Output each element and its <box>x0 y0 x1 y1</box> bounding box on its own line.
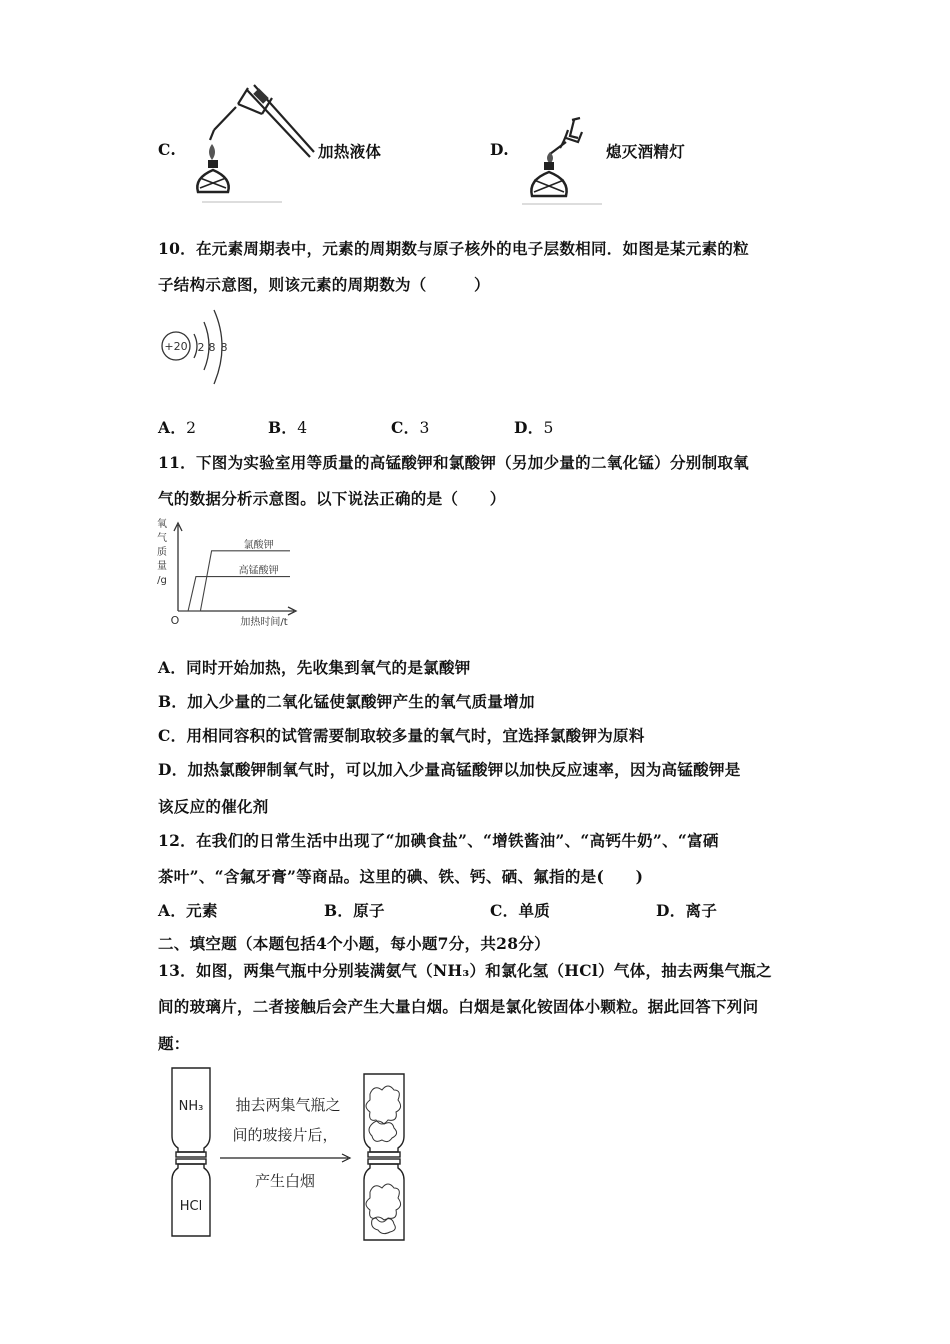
atom-structure-diagram <box>158 306 238 388</box>
q13-line1: 13．如图，两集气瓶中分别装满氨气（NH₃）和氯化氢（HCl）气体，抽去两集气瓶之 <box>158 961 772 980</box>
q13-line3: 题： <box>158 1034 190 1053</box>
series-label-potassium-chlorate: 氯酸钾 <box>243 539 274 551</box>
q12-line2: 茶叶”、“含氟牙膏”等商品。这里的碘、铁、钙、硒、氟指的是( ) <box>158 867 644 886</box>
shell-2-electrons: 8 <box>208 341 216 354</box>
shell-3-electrons: 8 <box>220 341 228 354</box>
q11-option-d-continued: 该反应的催化剂 <box>158 797 269 816</box>
ylabel-char-1: 氧 <box>157 519 167 530</box>
white-smoke-clouds <box>366 1086 401 1234</box>
q10-line2: 子结构示意图，则该元素的周期数为（ ） <box>158 275 490 294</box>
arrow-text-2: 间的玻接片后， <box>232 1126 338 1144</box>
gas-bottles-figure <box>160 1064 420 1244</box>
option-d-letter: D. <box>490 140 509 159</box>
q12-line1: 12．在我们的日常生活中出现了“加碘食盐”、“增铁酱油”、“高钙牛奶”、“富硒 <box>158 831 719 850</box>
section-heading-fill-in: 二、填空题（本题包括4个小题，每小题7分，共28分） <box>158 934 550 953</box>
q10-option-b[interactable]: B．4 <box>268 418 308 437</box>
q10-option-a[interactable]: A．2 <box>158 418 197 437</box>
q12-option-d[interactable]: D．离子 <box>656 901 718 920</box>
nucleus-charge: +20 <box>164 340 188 353</box>
option-d-caption: 熄灭酒精灯 <box>606 142 686 161</box>
y-axis-label <box>157 517 167 586</box>
q11-option-c[interactable]: C．用相同容积的试管需要制取较多量的氧气时，宜选择氯酸钾为原料 <box>158 726 645 745</box>
q11-option-b[interactable]: B．加入少量的二氧化锰使氯酸钾产生的氧气质量增加 <box>158 692 535 711</box>
q10-option-c[interactable]: C．3 <box>391 418 430 437</box>
x-axis-label: 加热时间/t <box>240 617 288 628</box>
q11-line1: 11．下图为实验室用等质量的高锰酸钾和氯酸钾（另加少量的二氧化锰）分别制取氧 <box>158 453 749 472</box>
oxygen-mass-chart <box>152 515 312 630</box>
q10-line1: 10．在元素周期表中，元素的周期数与原子核外的电子层数相同．如图是某元素的粒 <box>158 239 749 258</box>
arrow-text-1: 抽去两集气瓶之 <box>235 1096 341 1114</box>
q11-option-a[interactable]: A．同时开始加热，先收集到氧气的是氯酸钾 <box>158 658 471 677</box>
option-c-caption: 加热液体 <box>318 142 382 161</box>
q12-option-a[interactable]: A．元素 <box>158 901 218 920</box>
series-line-potassium-permanganate <box>178 577 290 611</box>
q11-option-d[interactable]: D．加热氯酸钾制氧气时，可以加入少量高锰酸钾以加快反应速率，因为高锰酸钾是 <box>158 760 741 779</box>
q13-line2: 间的玻璃片，二者接触后会产生大量白烟。白烟是氯化铵固体小颗粒。据此回答下列问 <box>158 997 759 1016</box>
arrow-text-3: 产生白烟 <box>254 1172 316 1190</box>
ylabel-char-2: 气 <box>157 533 167 544</box>
q12-option-c[interactable]: C．单质 <box>490 901 551 920</box>
shell-1-electrons: 2 <box>197 341 205 354</box>
extinguish-lamp-illustration <box>520 112 605 207</box>
option-c-letter: C. <box>158 140 177 159</box>
ylabel-char-4: 量 <box>157 561 167 572</box>
ylabel-char-5: /g <box>157 575 167 586</box>
top-gas-label: NH₃ <box>178 1099 204 1114</box>
bottom-gas-label: HCl <box>179 1199 203 1214</box>
ylabel-char-3: 质 <box>157 547 167 558</box>
series-label-potassium-permanganate: 高锰酸钾 <box>238 565 279 577</box>
origin-label: O <box>170 614 180 627</box>
q10-option-d[interactable]: D．5 <box>514 418 554 437</box>
q11-line2: 气的数据分析示意图。以下说法正确的是（ ） <box>158 489 506 508</box>
heating-liquid-illustration <box>192 82 317 207</box>
q12-option-b[interactable]: B．原子 <box>324 901 385 920</box>
